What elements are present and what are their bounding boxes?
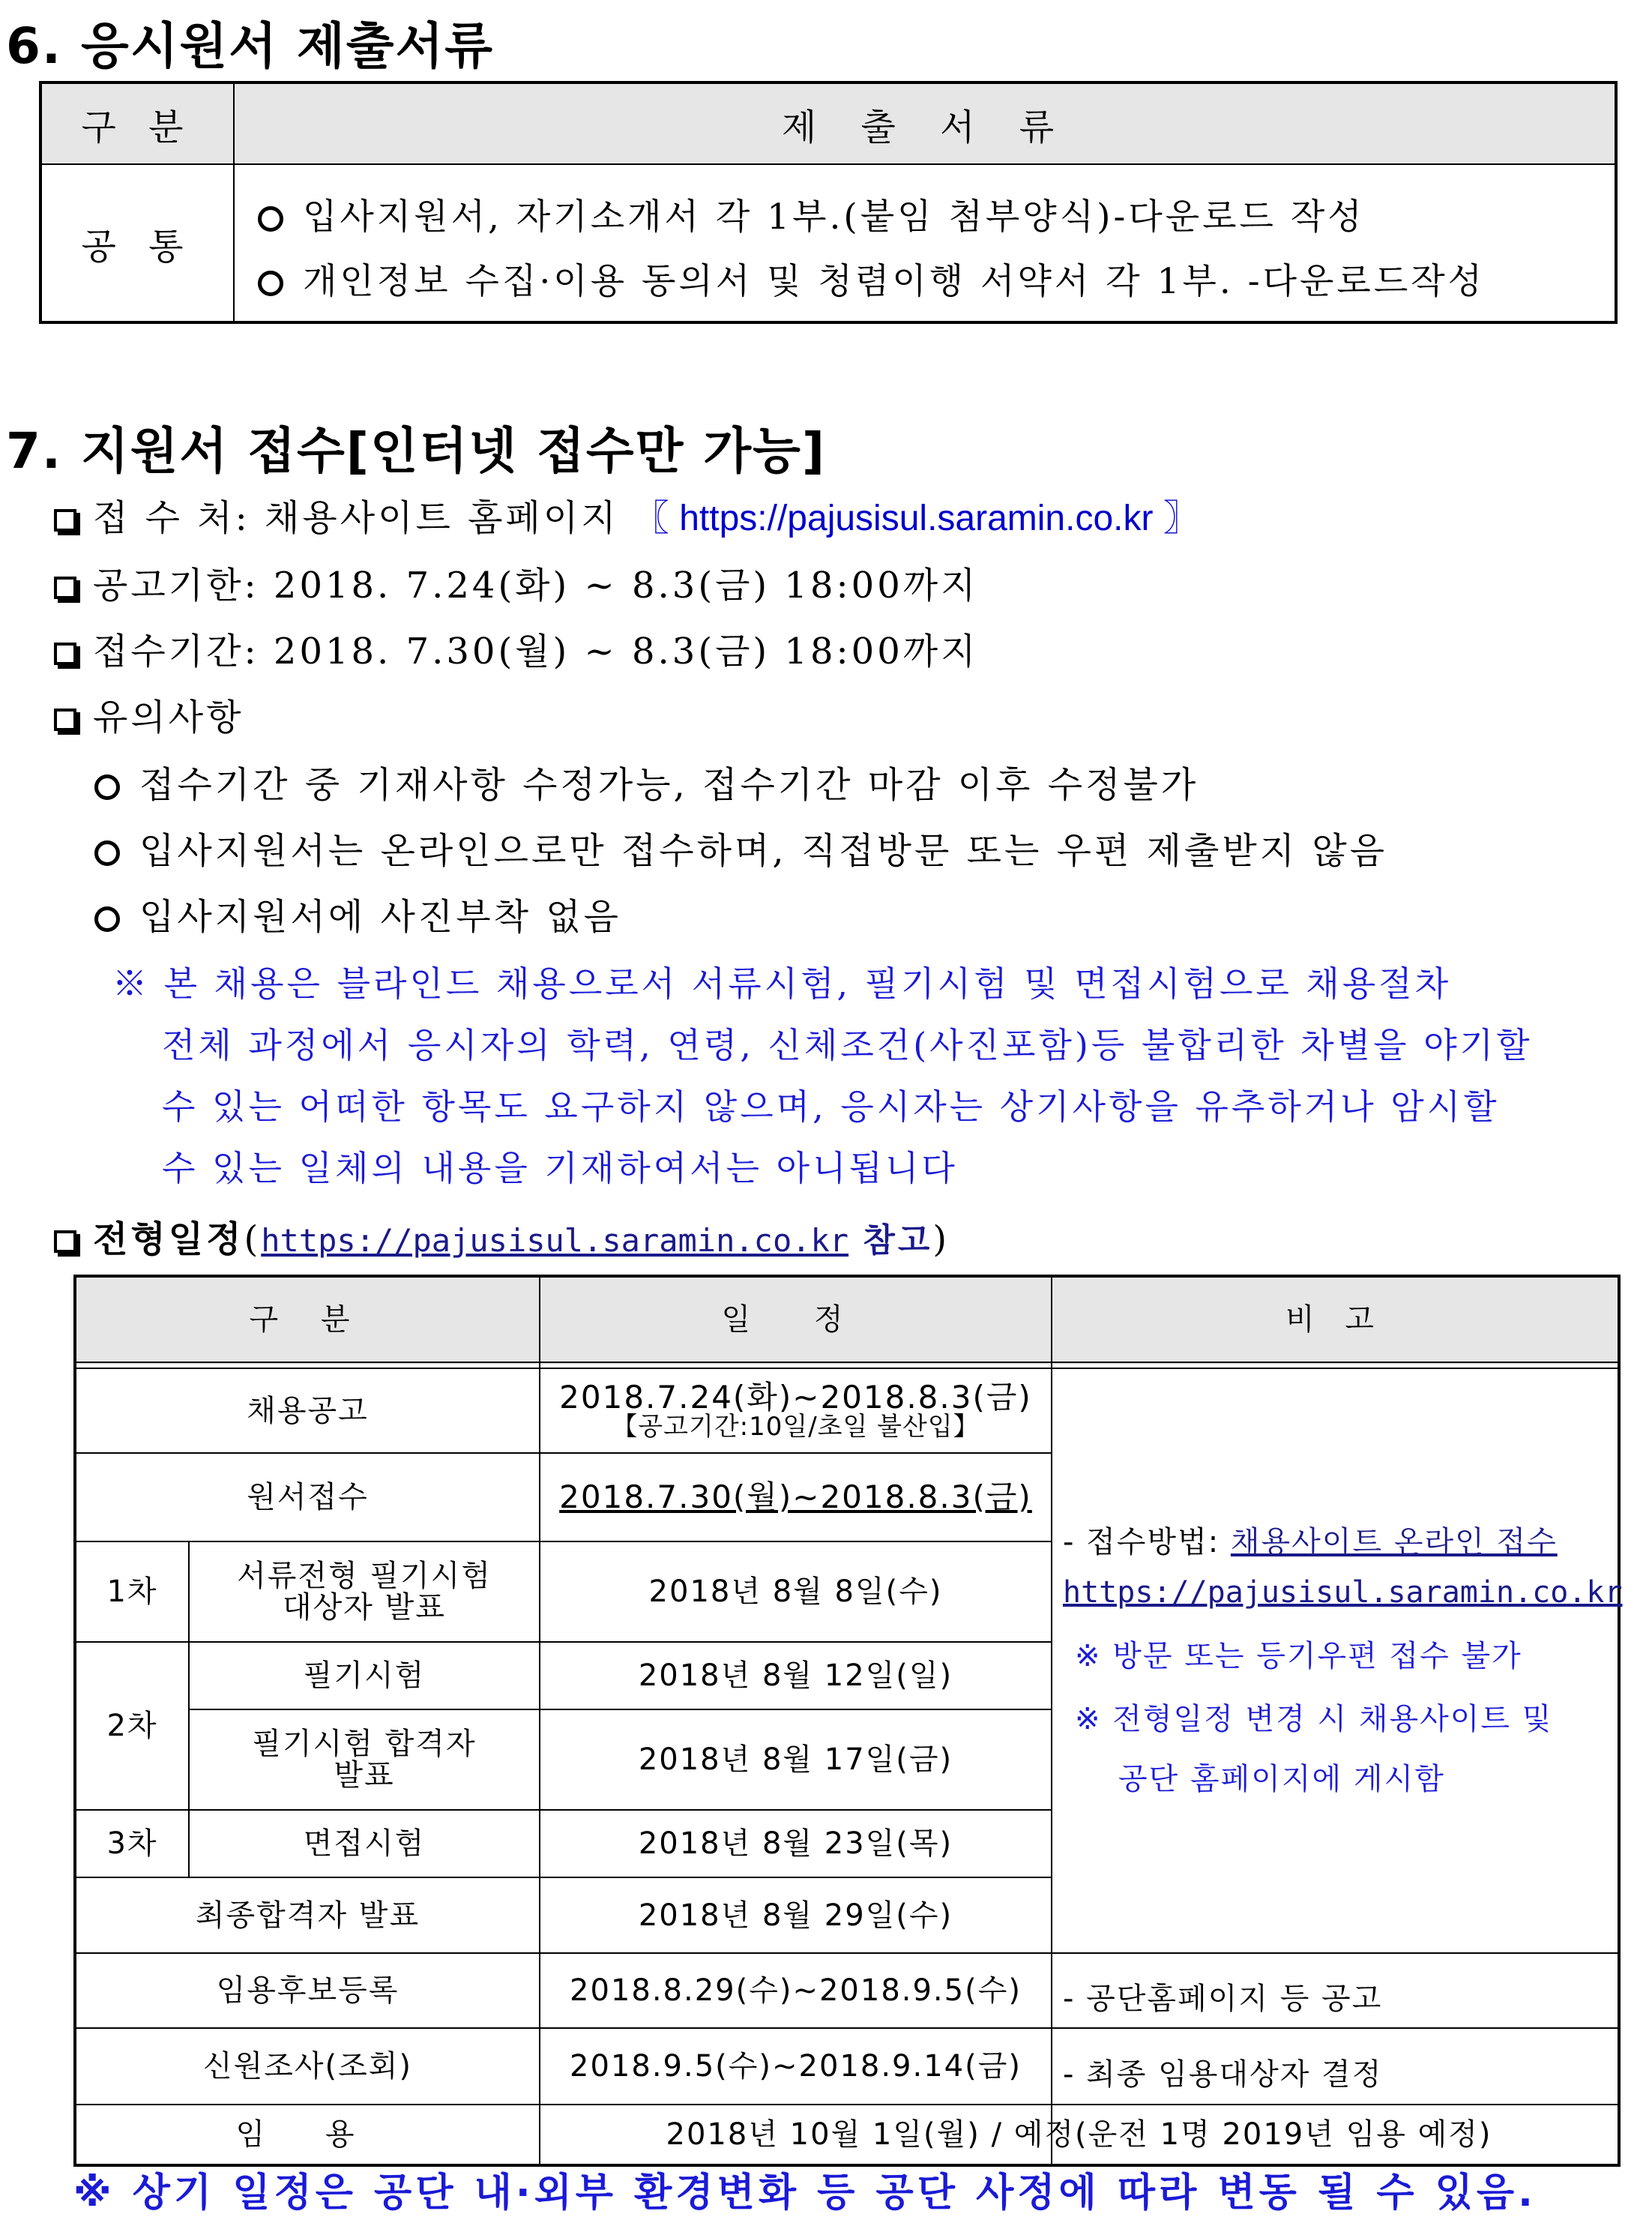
blind-note-line1: ※ 본 채용은 블라인드 채용으로서 서류시험, 필기시험 및 면접시험으로 채용절차 bbox=[112, 963, 1452, 1004]
schedule-title: 전형일정(https://pajusisul.saramin.co.kr 참고) bbox=[54, 1210, 950, 1262]
site-url-link[interactable]: 〖 https://pajusisul.saramin.co.kr 〗 bbox=[633, 499, 1199, 538]
schedule-table bbox=[73, 1275, 1621, 2167]
date-candidate-registration: 2018.8.29(수)~2018.9.5(수) bbox=[570, 1973, 1022, 2008]
date-background-check: 2018.9.5(수)~2018.9.14(금) bbox=[570, 2049, 1022, 2084]
note-candidate-registration: - 공단홈페이지 등 공고 bbox=[1063, 1982, 1383, 2016]
remark-method: - 접수방법: 채용사이트 온라인 접수 bbox=[1063, 1525, 1558, 1559]
row-label-application: 원서접수 bbox=[247, 1480, 369, 1514]
header-category: 구 분 bbox=[249, 1302, 367, 1337]
checkbox-square-icon bbox=[54, 709, 76, 731]
remark-no-visit: ※ 방문 또는 등기우편 접수 불가 bbox=[1075, 1639, 1522, 1673]
remark-url-link[interactable]: https://pajusisul.saramin.co.kr bbox=[1063, 1575, 1623, 1610]
header-remarks: 비 고 bbox=[1285, 1302, 1384, 1337]
bullet-circle-icon bbox=[94, 906, 120, 932]
stage-1: 1차 bbox=[106, 1574, 158, 1609]
date-document-screening: 2018년 8월 8일(수) bbox=[648, 1574, 943, 1609]
checkbox-square-icon bbox=[54, 643, 76, 665]
row-label-written-exam: 필기시험 bbox=[303, 1658, 426, 1693]
date-written-exam: 2018년 8월 12일(일) bbox=[638, 1658, 953, 1693]
header-date: 일 정 bbox=[721, 1302, 870, 1337]
checkbox-square-icon bbox=[54, 509, 76, 532]
header-category: 구 분 bbox=[81, 106, 194, 148]
date-written-pass: 2018년 8월 17일(금) bbox=[638, 1742, 953, 1777]
row-label-interview: 면접시험 bbox=[303, 1826, 426, 1861]
date-interview: 2018년 8월 23일(목) bbox=[638, 1826, 953, 1861]
blind-note-line2: 전체 과정에서 응시자의 학력, 연령, 신체조건(사진포함)등 불합리한 차별을 야기할 bbox=[162, 1025, 1533, 1065]
remark-change-1: ※ 전형일정 변경 시 채용사이트 및 bbox=[1075, 1702, 1553, 1736]
bullet-circle-icon bbox=[258, 206, 283, 232]
row-label-background-check: 신원조사(조회) bbox=[202, 2049, 413, 2084]
bullet-circle-icon bbox=[94, 840, 120, 866]
section6-title: 6. 응시원서 제출서류 bbox=[6, 17, 494, 75]
list-item: 입사지원서, 자기소개서 각 1부.(붙임 첨부양식)-다운로드 작성 bbox=[258, 189, 1365, 239]
checkbox-square-icon bbox=[54, 577, 76, 599]
header-documents: 제 출 서 류 bbox=[781, 106, 1071, 148]
bullet-circle-icon bbox=[94, 774, 120, 800]
stage-2: 2차 bbox=[106, 1709, 158, 1743]
blind-note-line4: 수 있는 일체의 내용을 기재하여서는 아니됩니다 bbox=[162, 1148, 958, 1188]
caution-item: 접수기간 중 기재사항 수정가능, 접수기간 마감 이후 수정불가 bbox=[94, 756, 1199, 807]
date-recruit-notice: 2018.7.24(화)~2018.8.3(금) 【공고기간:10일/초일 불산입】 bbox=[559, 1378, 1032, 1442]
receipt-period: 접수기간: 2018. 7.30(월) ~ 8.3(금) 18:00까지 bbox=[54, 622, 978, 674]
row-label-common: 공 통 bbox=[81, 225, 194, 268]
remark-change-2: 공단 홈페이지에 게시함 bbox=[1118, 1762, 1445, 1796]
cautions-title: 유의사항 bbox=[54, 688, 244, 740]
row-label-recruit-notice: 채용공고 bbox=[247, 1393, 369, 1428]
list-item: 개인정보 수집·이용 동의서 및 청렴이행 서약서 각 1부. -다운로드작성 bbox=[258, 253, 1485, 304]
row-label-written-pass: 필기시험 합격자 발표 bbox=[252, 1727, 477, 1793]
stage-3: 3차 bbox=[106, 1826, 158, 1861]
note-background-check: - 최종 임용대상자 결정 bbox=[1063, 2057, 1383, 2092]
footer-note: ※ 상기 일정은 공단 내·외부 환경변화 등 공단 사정에 따라 변동 될 수 있음. bbox=[73, 2171, 1537, 2216]
checkbox-square-icon bbox=[54, 1230, 76, 1253]
blind-note-line3: 수 있는 어떠한 항목도 요구하지 않으며, 응시자는 상기사항을 유추하거나 암시할 bbox=[162, 1086, 1500, 1127]
schedule-url-link[interactable]: https://pajusisul.saramin.co.kr bbox=[261, 1222, 849, 1259]
submission-documents-table bbox=[39, 81, 1618, 324]
date-appointment: 2018년 10월 1일(월) / 예정(운전 1명 2019년 임용 예정) bbox=[666, 2117, 1492, 2152]
section7-title: 7. 지원서 접수[인터넷 접수만 가능] bbox=[6, 422, 827, 480]
bullet-circle-icon bbox=[258, 271, 283, 296]
row-label-final-pass: 최종합격자 발표 bbox=[195, 1898, 420, 1933]
method-value-link[interactable]: 채용사이트 온라인 접수 bbox=[1230, 1525, 1558, 1559]
caution-item: 입사지원서에 사진부착 없음 bbox=[94, 888, 621, 939]
notice-period: 공고기한: 2018. 7.24(화) ~ 8.3(금) 18:00까지 bbox=[54, 556, 978, 608]
caution-item: 입사지원서는 온라인으로만 접수하며, 직접방문 또는 우편 제출받지 않음 bbox=[94, 822, 1387, 873]
receipt-place: 접 수 처: 채용사이트 홈페이지 〖 https://pajusisul.saramin.co.kr 〗 bbox=[54, 489, 1199, 541]
row-label-document-screening: 서류전형 필기시험 대상자 발표 bbox=[237, 1559, 492, 1625]
row-label-candidate-registration: 임용후보등록 bbox=[216, 1973, 400, 2008]
date-application: 2018.7.30(월)~2018.8.3(금) bbox=[559, 1478, 1032, 1515]
date-final-pass: 2018년 8월 29일(수) bbox=[638, 1898, 953, 1933]
row-label-appointment: 임 용 bbox=[235, 2117, 380, 2152]
